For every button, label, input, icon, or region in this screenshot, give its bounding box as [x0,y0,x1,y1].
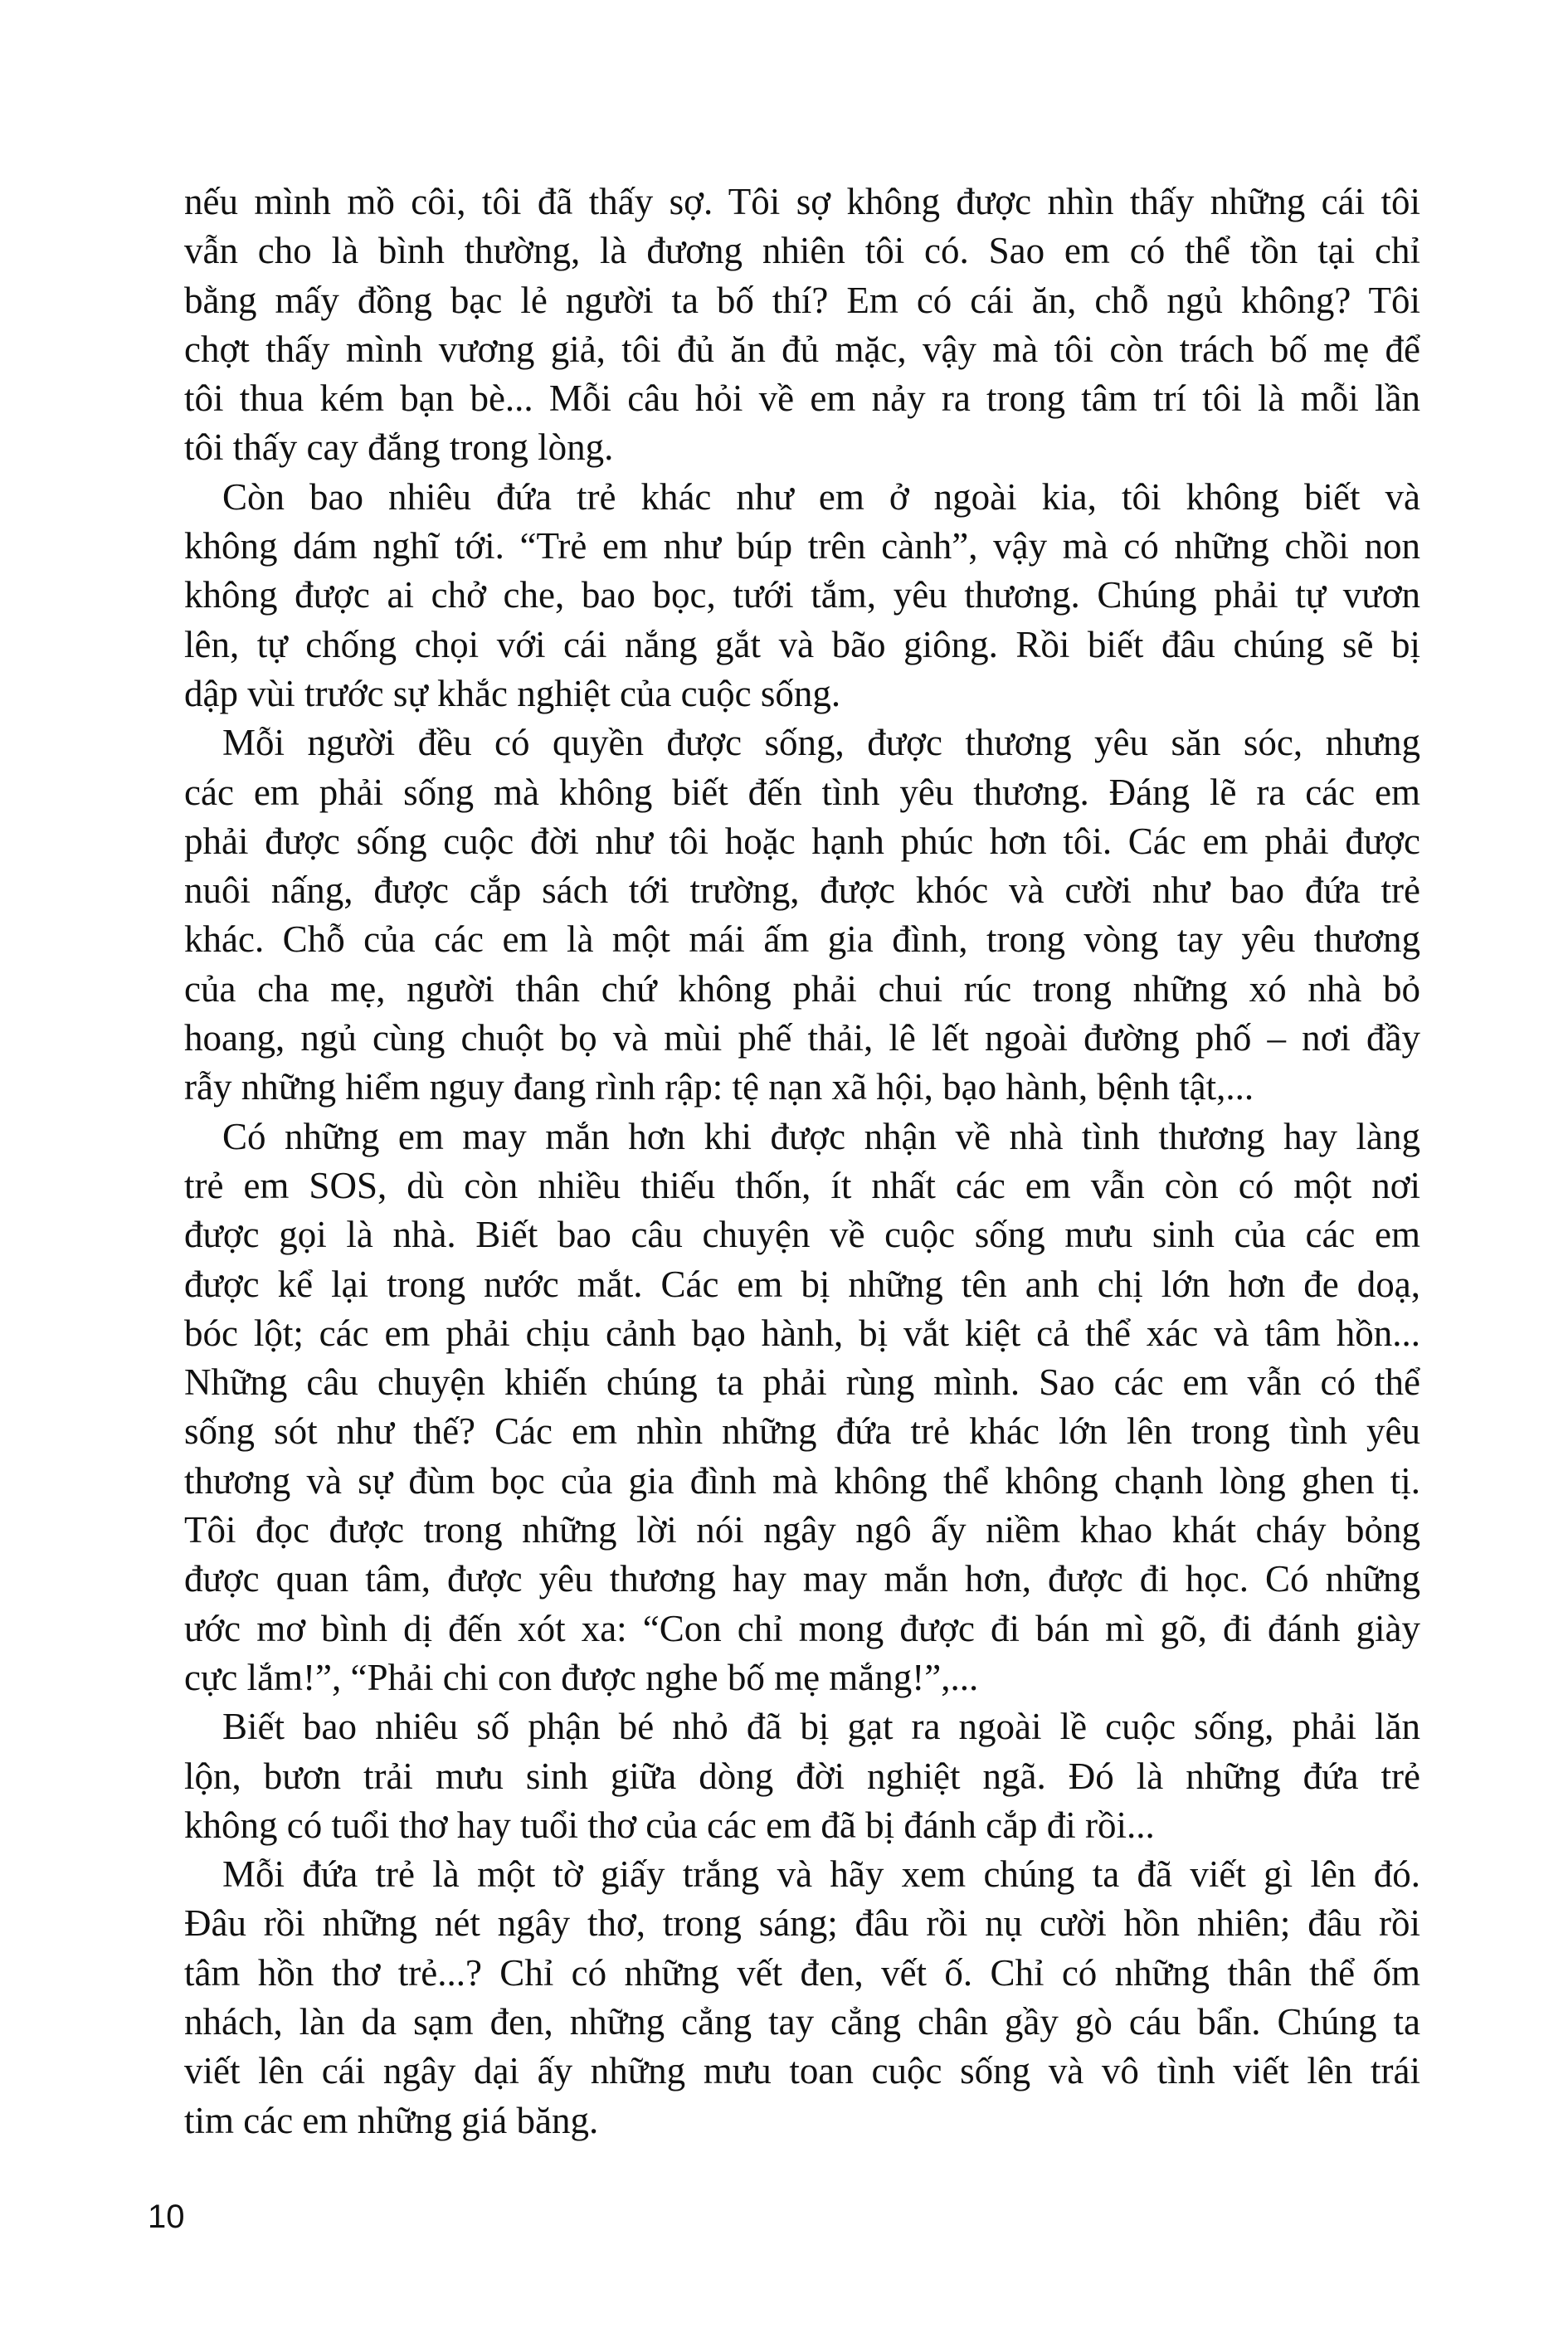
text-line: không được ai chở che, bao bọc, tưới tắm, yêu thương. Chúng phải tự vươn [184,574,1420,616]
paragraph [184,473,1420,718]
text-line: Những câu chuyện khiến chúng ta phải rùng mình. Sao các em vẫn có thể [184,1361,1420,1404]
paragraph [184,1702,1420,1850]
paragraph [184,178,1420,473]
text-line: khác. Chỗ của các em là một mái ấm gia đình, trong vòng tay yêu thương [184,918,1420,961]
text-line: Mỗi người đều có quyền được sống, được thương yêu săn sóc, nhưng [222,722,1420,764]
text-line: Có những em may mắn hơn khi được nhận về nhà tình thương hay làng [222,1115,1420,1157]
text-line: không dám nghĩ tới. “Trẻ em như búp trên cành”, vậy mà có những chồi non [184,525,1420,567]
text-line: nhách, làn da sạm đen, những cẳng tay cẳng chân gầy gò cáu bẩn. Chúng ta [184,2000,1420,2043]
text-line: viết lên cái ngây dại ấy những mưu toan cuộc sống và vô tình viết lên trái [184,2050,1420,2092]
paragraph [184,1113,1420,1703]
text-line: không có tuổi thơ hay tuổi thơ của các em đã bị đánh cắp đi rồi... [184,1804,1155,1846]
text-line: được gọi là nhà. Biết bao câu chuyện về cuộc sống mưu sinh của các em [184,1214,1420,1256]
text-line: chợt thấy mình vương giả, tôi đủ ăn đủ mặc, vậy mà tôi còn trách bố mẹ để [184,328,1420,370]
text-line: hoang, ngủ cùng chuột bọ và mùi phế thải, lê lết ngoài đường phố – nơi đầy [184,1017,1420,1059]
text-line: rẫy những hiểm nguy đang rình rập: tệ nạn xã hội, bạo hành, bệnh tật,... [184,1066,1254,1108]
text-line: tôi thua kém bạn bè... Mỗi câu hỏi về em nảy ra trong tâm trí tôi là mỗi lần [184,377,1420,420]
text-line: tim các em những giá băng. [184,2099,599,2141]
text-line: lên, tự chống chọi với cái nắng gắt và bão giông. Rồi biết đâu chúng sẽ bị [184,623,1420,665]
text-line: của cha mẹ, người thân chứ không phải chui rúc trong những xó nhà bỏ [184,967,1420,1010]
paragraph [184,718,1420,1112]
text-line: được kể lại trong nước mắt. Các em bị những tên anh chị lớn hơn đe doạ, [184,1263,1420,1305]
text-line: Mỗi đứa trẻ là một tờ giấy trắng và hãy xem chúng ta đã viết gì lên đó. [222,1853,1420,1896]
text-line: Đâu rồi những nét ngây thơ, trong sáng; đâu rồi nụ cười hồn nhiên; đâu rồi [184,1902,1420,1945]
text-line: ước mơ bình dị đến xót xa: “Con chỉ mong được đi bán mì gõ, đi đánh giày [184,1607,1420,1649]
text-line: phải được sống cuộc đời như tôi hoặc hạnh phúc hơn tôi. Các em phải được [184,820,1420,862]
text-line: Tôi đọc được trong những lời nói ngây ngô ấy niềm khao khát cháy bỏng [184,1509,1420,1551]
text-line: vẫn cho là bình thường, là đương nhiên tôi có. Sao em có thể tồn tại chỉ [184,230,1420,272]
text-line: cực lắm!”, “Phải chi con được nghe bố mẹ mắng!”,... [184,1656,979,1698]
text-line: trẻ em SOS, dù còn nhiều thiếu thốn, ít nhất các em vẫn còn có một nơi [184,1164,1420,1206]
text-line: Còn bao nhiêu đứa trẻ khác như em ở ngoài kia, tôi không biết và [222,475,1420,518]
text-line: tôi thấy cay đắng trong lòng. [184,426,614,469]
text-line: các em phải sống mà không biết đến tình yêu thương. Đáng lẽ ra các em [184,771,1420,813]
text-line: sống sót như thế? Các em nhìn những đứa trẻ khác lớn lên trong tình yêu [184,1410,1420,1453]
page-number: 10 [148,2199,185,2235]
text-line: thương và sự đùm bọc của gia đình mà không thể không chạnh lòng ghen tị. [184,1459,1420,1502]
text-line: tâm hồn thơ trẻ...? Chỉ có những vết đen, vết ố. Chỉ có những thân thể ốm [184,1951,1420,1994]
paragraph [184,1850,1420,2145]
body-text [184,178,1420,2145]
text-line: bóc lột; các em phải chịu cảnh bạo hành, bị vắt kiệt cả thể xác và tâm hồn... [184,1312,1420,1354]
text-line: nuôi nấng, được cắp sách tới trường, được khóc và cười như bao đứa trẻ [184,869,1420,912]
text-line: được quan tâm, được yêu thương hay may mắn hơn, được đi học. Có những [184,1558,1420,1600]
text-line: nếu mình mồ côi, tôi đã thấy sợ. Tôi sợ không được nhìn thấy những cái tôi [184,181,1420,222]
text-line: Biết bao nhiêu số phận bé nhỏ đã bị gạt ra ngoài lề cuộc sống, phải lăn [222,1706,1420,1748]
text-line: bằng mấy đồng bạc lẻ người ta bố thí? Em có cái ăn, chỗ ngủ không? Tôi [184,279,1420,321]
text-line: lộn, bươn trải mưu sinh giữa dòng đời nghiệt ngã. Đó là những đứa trẻ [184,1755,1420,1797]
text-line: dập vùi trước sự khắc nghiệt của cuộc sống. [184,672,841,714]
